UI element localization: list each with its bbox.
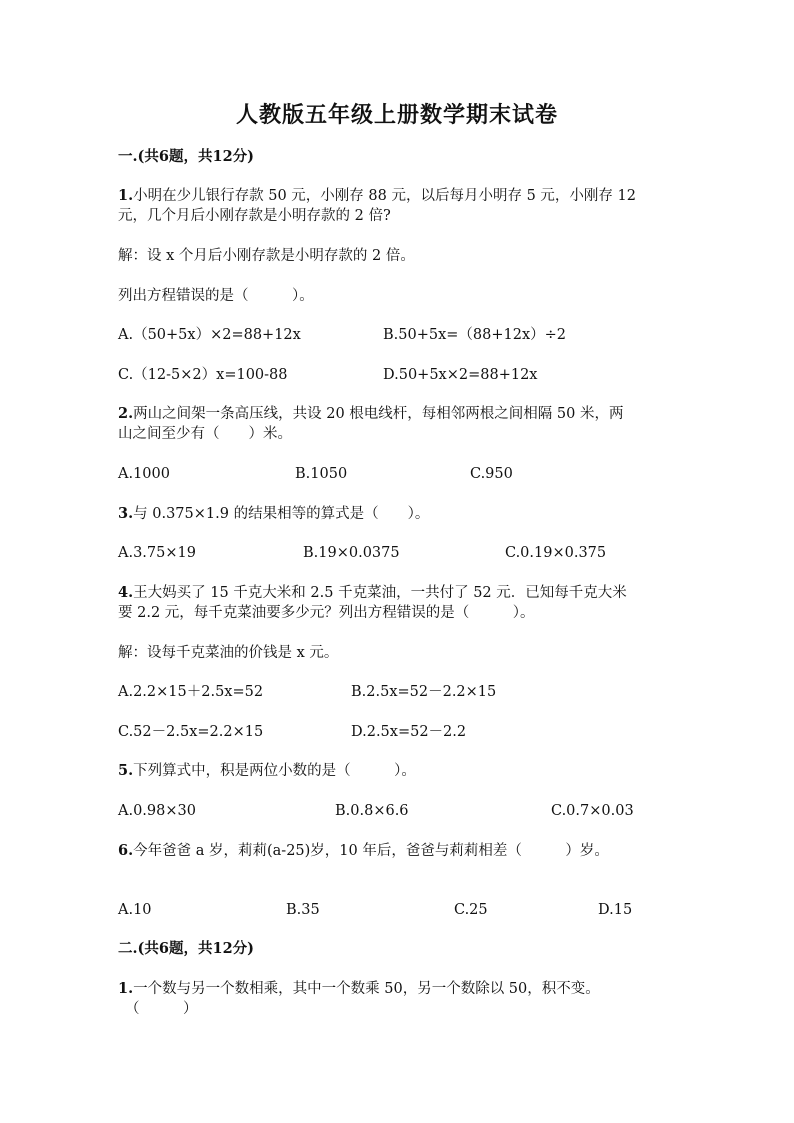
option-b[interactable]: B.50+5x=（88+12x）÷2	[383, 327, 567, 343]
option-a[interactable]: A.1000	[118, 466, 170, 482]
option-d[interactable]: D.15	[598, 902, 633, 918]
question-1-solution: 解：设 x 个月后小刚存款是小明存款的 2 倍。	[118, 248, 415, 264]
question-text: 一个数与另一个数相乘，其中一个数乘 50，另一个数除以 50，积不变。	[133, 981, 600, 997]
option-d[interactable]: D.2.5x=52－2.2	[351, 724, 467, 740]
question-1	[118, 186, 636, 206]
option-a[interactable]: A.2.2×15＋2.5x=52	[118, 684, 264, 700]
option-b[interactable]: B.2.5x=52－2.2×15	[351, 684, 497, 700]
question-number: 5.	[118, 762, 134, 779]
question-4-text-cont: 要 2.2 元，每千克菜油要多少元？列出方程错误的是（ ）。	[118, 605, 535, 621]
question-number: 3.	[118, 505, 134, 522]
option-b[interactable]: B.1050	[295, 466, 348, 482]
question-text: 下列算式中，积是两位小数的是（ ）。	[133, 763, 416, 779]
option-c[interactable]: C.0.19×0.375	[505, 545, 607, 561]
question-2-text-cont: 山之间至少有（ ）米。	[118, 426, 292, 442]
option-c[interactable]: C.0.7×0.03	[551, 803, 634, 819]
question-6	[118, 841, 609, 861]
question-number: 6.	[118, 842, 134, 859]
question-4	[118, 583, 627, 603]
question-3	[118, 504, 429, 524]
option-c[interactable]: C.25	[454, 902, 488, 918]
option-c[interactable]: C.52－2.5x=2.2×15	[118, 724, 264, 740]
option-b[interactable]: B.35	[286, 902, 320, 918]
option-c[interactable]: C.950	[470, 466, 513, 482]
question-1-prompt: 列出方程错误的是（ ）。	[118, 288, 314, 304]
option-a[interactable]: A.0.98×30	[118, 803, 196, 819]
section-1-header: 一.(共6题，共12分)	[118, 148, 255, 165]
question-4-solution: 解：设每千克菜油的价钱是 x 元。	[118, 645, 339, 661]
section-2-header: 二.(共6题，共12分)	[118, 940, 255, 957]
option-b[interactable]: B.0.8×6.6	[335, 803, 409, 819]
option-c[interactable]: C.（12-5×2）x=100-88	[118, 367, 288, 383]
answer-blank[interactable]: （ ）	[125, 1001, 198, 1017]
question-number: 4.	[118, 584, 134, 601]
question-2	[118, 404, 623, 424]
option-d[interactable]: D.50+5x×2=88+12x	[383, 367, 538, 383]
option-a[interactable]: A.（50+5x）×2=88+12x	[118, 327, 301, 343]
question-5	[118, 761, 416, 781]
option-b[interactable]: B.19×0.0375	[303, 545, 400, 561]
option-a[interactable]: A.3.75×19	[118, 545, 196, 561]
section-2-question-1	[118, 979, 600, 999]
question-text: 与 0.375×1.9 的结果相等的算式是（ ）。	[133, 506, 430, 522]
question-1-text-cont: 元，几个月后小刚存款是小明存款的 2 倍?	[118, 208, 391, 224]
question-number: 1.	[118, 187, 134, 204]
option-a[interactable]: A.10	[118, 902, 152, 918]
question-text: 今年爸爸 a 岁，莉莉(a-25)岁，10 年后，爸爸与莉莉相差（ ）岁。	[133, 843, 609, 859]
question-text: 王大妈买了 15 千克大米和 2.5 千克菜油，一共付了 52 元．已知每千克大米	[133, 585, 627, 601]
question-text: 小明在少儿银行存款 50 元，小刚存 88 元，以后每月小明存 5 元，小刚存 12	[133, 188, 636, 204]
page-title: 人教版五年级上册数学期末试卷	[235, 102, 558, 128]
question-number: 1.	[118, 980, 134, 997]
question-text: 两山之间架一条高压线，共设 20 根电线杆，每相邻两根之间相隔 50 米，两	[133, 406, 624, 422]
question-number: 2.	[118, 405, 134, 422]
